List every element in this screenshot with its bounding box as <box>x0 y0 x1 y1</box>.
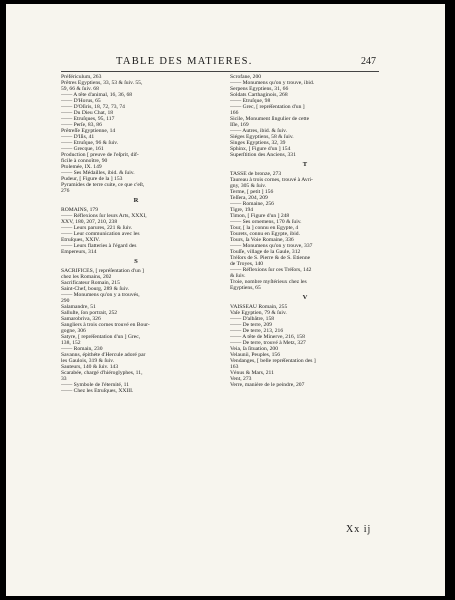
index-entry: gny, 305 & ſuiv. <box>230 183 267 189</box>
index-entry: Prêtreſſe Egyptienne, 14 <box>61 128 116 134</box>
index-entry: Sauteurs, 140 & ſuiv. 143 <box>61 364 119 370</box>
index-entry: Egyptiens, 65 <box>230 285 261 291</box>
index-entry: —— D'Iſis, 41 <box>61 134 95 140</box>
index-entry: Salluſte, ſon portrait, 252 <box>61 310 118 316</box>
index-entry: —— De terre, 209 <box>230 322 272 328</box>
index-entry: 33 <box>61 376 67 382</box>
index-entry: Saint-Chef, bourg, 289 & ſuiv. <box>61 286 130 292</box>
index-entry: Empereurs, 314 <box>61 249 97 255</box>
index-entry: —— Grecque, 161 <box>61 146 104 152</box>
index-entry: ficile à connoître, 90 <box>61 158 108 164</box>
index-entry: Etruſques, XXIV. <box>61 237 100 243</box>
index-entry: Sangliers à trois cornes trouvé en Bour- <box>61 322 150 328</box>
index-entry: Serpens Egyptiens, 31, 66 <box>230 86 289 92</box>
section-letter-t: T <box>302 161 308 168</box>
entries-s-cont <box>230 74 380 158</box>
index-entry: Terme, [ petit ] 156 <box>230 189 274 195</box>
index-entry: Tourets, connu en Egypte, ibid. <box>230 231 300 237</box>
index-entry: Salamandre, 51 <box>61 304 96 310</box>
index-entry: —— De terre, 213, 216 <box>230 328 284 334</box>
index-entry: Tréſors de S. Pierre & de S. Etienne <box>230 255 311 261</box>
index-entry: Taureau à trois cornes, trouvé à Avri- <box>230 177 313 183</box>
index-entry: Samarobriva, 326 <box>61 316 101 322</box>
index-entry: —— Réflexions ſur leurs Arts, XXXI, <box>61 213 147 219</box>
index-entry: Veia, ſa ſituation, 200 <box>230 346 279 352</box>
index-entry: 138, 152 <box>61 340 81 346</box>
index-entry: Scrofane, 200 <box>230 74 262 80</box>
index-entry: 163 <box>230 364 239 370</box>
index-entry: —— Symbole de l'éternité, 11 <box>61 382 130 388</box>
index-entry: Verre, manière de le peindre, 207 <box>230 382 305 388</box>
index-entry: Vénus & Mars, 211 <box>230 370 274 376</box>
index-entry: Touſſe, village de la Gaule, 312 <box>230 249 301 255</box>
index-entry: —— Perſe, 83, 86 <box>61 122 102 128</box>
index-entry: 290 <box>61 298 70 304</box>
index-entry: —— Leur communication avec les <box>61 231 140 237</box>
index-entry: 59, 66 & ſuiv. 68 <box>61 86 99 92</box>
index-entry: —— Du Dieu Chat, 18 <box>61 110 114 116</box>
index-entry: —— Monumens qu'on y trouve, ibid. <box>230 80 315 86</box>
index-entry: Singes Egyptiens, 32, 39 <box>230 140 286 146</box>
index-entry: TASSE de bronze, 273 <box>230 171 282 177</box>
index-entry: Sacrificateur Romain, 215 <box>61 280 120 286</box>
index-entry: ROMAINS, 179 <box>61 207 98 213</box>
signature-mark: Xx ij <box>346 524 372 535</box>
right-column <box>230 74 380 388</box>
index-entry: Siéges Egyptiens, 58 & ſuiv. <box>230 134 294 140</box>
index-entry: SACRIFICES, [ repréſentation d'un ] <box>61 268 144 274</box>
index-entry: —— Leurs flatteries à l'égard des <box>61 243 137 249</box>
index-entry: Sicile, Monument ſingulier de cette <box>230 116 310 122</box>
index-entry: —— Ses Médailles, ibid. & ſuiv. <box>61 170 135 176</box>
book-page <box>6 4 445 596</box>
index-entry: Ptolemée, IX. 149 <box>61 164 102 170</box>
header-rule <box>61 71 379 72</box>
index-entry: Velaunii, Peuples, 156 <box>230 352 281 358</box>
entries-p <box>61 74 211 194</box>
index-entry: —— D'Horus, 65 <box>61 98 101 104</box>
index-entry: Production [ preuve de l'eſprit, dif- <box>61 152 139 158</box>
index-entry: 166 <box>230 110 239 116</box>
index-entry: les Gaulois, 319 & ſuiv. <box>61 358 115 364</box>
index-entry: —— D'Oſiris, 18, 72, 73, 74 <box>61 104 125 110</box>
index-entry: —— Monumens qu'on y a trouvés, <box>61 292 140 298</box>
index-entry: Préfériculum, 263 <box>61 74 102 80</box>
index-entry: —— Chez les Etruſques, XXIII. <box>61 388 134 394</box>
index-entry: Sphinx, [ Figure d'un ] 154 <box>230 146 291 152</box>
index-entry: gogne, 306 <box>61 328 86 334</box>
index-entry: —— Etruſque, 96 & ſuiv. <box>61 140 119 146</box>
index-entry: —— A tête d'animal, 16, 36, 68 <box>61 92 133 98</box>
index-entry: —— Réflexions ſur ces Tréſors, 142 <box>230 267 312 273</box>
index-entry: —— Romaine, 256 <box>230 201 274 207</box>
index-entry: —— Autres, ibid. & ſuiv. <box>230 128 287 134</box>
index-entry: Scarabée, chargé d'hiéroglyphes, 11, <box>61 370 143 376</box>
index-entry: Iſle, 169 <box>230 122 249 128</box>
index-entry: Superſtition des Anciens, 331 <box>230 152 296 158</box>
index-entry: —— Leurs parures, 221 & ſuiv. <box>61 225 133 231</box>
index-entry: & ſuiv. <box>230 273 246 279</box>
index-entry: VAISSEAU Romain, 255 <box>230 304 288 310</box>
index-entry: —— Ses ornemens, 170 & ſuiv. <box>230 219 302 225</box>
index-entry: —— De terre, trouvé à Metz, 327 <box>230 340 306 346</box>
section-letter-v: V <box>302 294 308 301</box>
index-entry: —— Monumens qu'on y trouve, 337 <box>230 243 313 249</box>
index-entry: Savanns, épithéte d'Hercule adoré par <box>61 352 146 358</box>
index-entry: —— D'albâtre, 158 <box>230 316 275 322</box>
index-entry: Pyramides de terre cuite, ce que c'eſt, <box>61 182 145 188</box>
index-entry: —— A tête de Minerve, 216, 158 <box>230 334 305 340</box>
page-header-title: TABLE DES MATIERES. <box>116 56 253 67</box>
entries-s <box>61 268 211 394</box>
index-entry: Troie, nombre myſtérieux chez les <box>230 279 307 285</box>
page-number: 247 <box>361 56 376 67</box>
index-entry: Vaſe Egyptien, 79 & ſuiv. <box>230 310 287 316</box>
index-entry: Tour, [ la ] connu en Egypte, 4 <box>230 225 299 231</box>
index-entry: Vent, 273 <box>230 376 252 382</box>
index-entry: XXV, 180, 207, 210, 238 <box>61 219 118 225</box>
index-entry: Teſſera, 204, 209 <box>230 195 268 201</box>
index-entry: Soldats Carthaginois, 268 <box>230 92 288 98</box>
index-entry: 276 <box>61 188 70 194</box>
index-entry: —— Etruſques, 95, 117 <box>61 116 115 122</box>
left-column <box>61 74 211 394</box>
index-entry: de Troyes, 140 <box>230 261 264 267</box>
section-letter-s: S <box>134 258 138 265</box>
entries-r <box>61 207 211 255</box>
index-entry: —— Etruſque, 98 <box>230 98 271 104</box>
index-entry: chez les Romains, 202 <box>61 274 112 280</box>
section-letter-r: R <box>133 197 139 204</box>
index-entry: Vendanges, [ belle repréſentation des ] <box>230 358 316 364</box>
entries-t <box>230 171 380 291</box>
entries-v <box>230 304 380 388</box>
index-entry: Tigre, 194 <box>230 207 254 213</box>
index-entry: Tours, ſa Voie Romaine, 336 <box>230 237 294 243</box>
index-entry: Timon, [ Figure d'un ] 248 <box>230 213 290 219</box>
index-entry: —— Romain, 230 <box>61 346 103 352</box>
index-entry: —— Grec, [ repréſentation d'un ] <box>230 104 305 110</box>
index-entry: Pudeur, [ Figure de la ] 153 <box>61 176 123 182</box>
index-entry: Prêtres Egyptiens, 33, 53 & ſuiv. 55, <box>61 80 143 86</box>
index-entry: Satyre, [ repréſentation d'un ] Grec, <box>61 334 141 340</box>
